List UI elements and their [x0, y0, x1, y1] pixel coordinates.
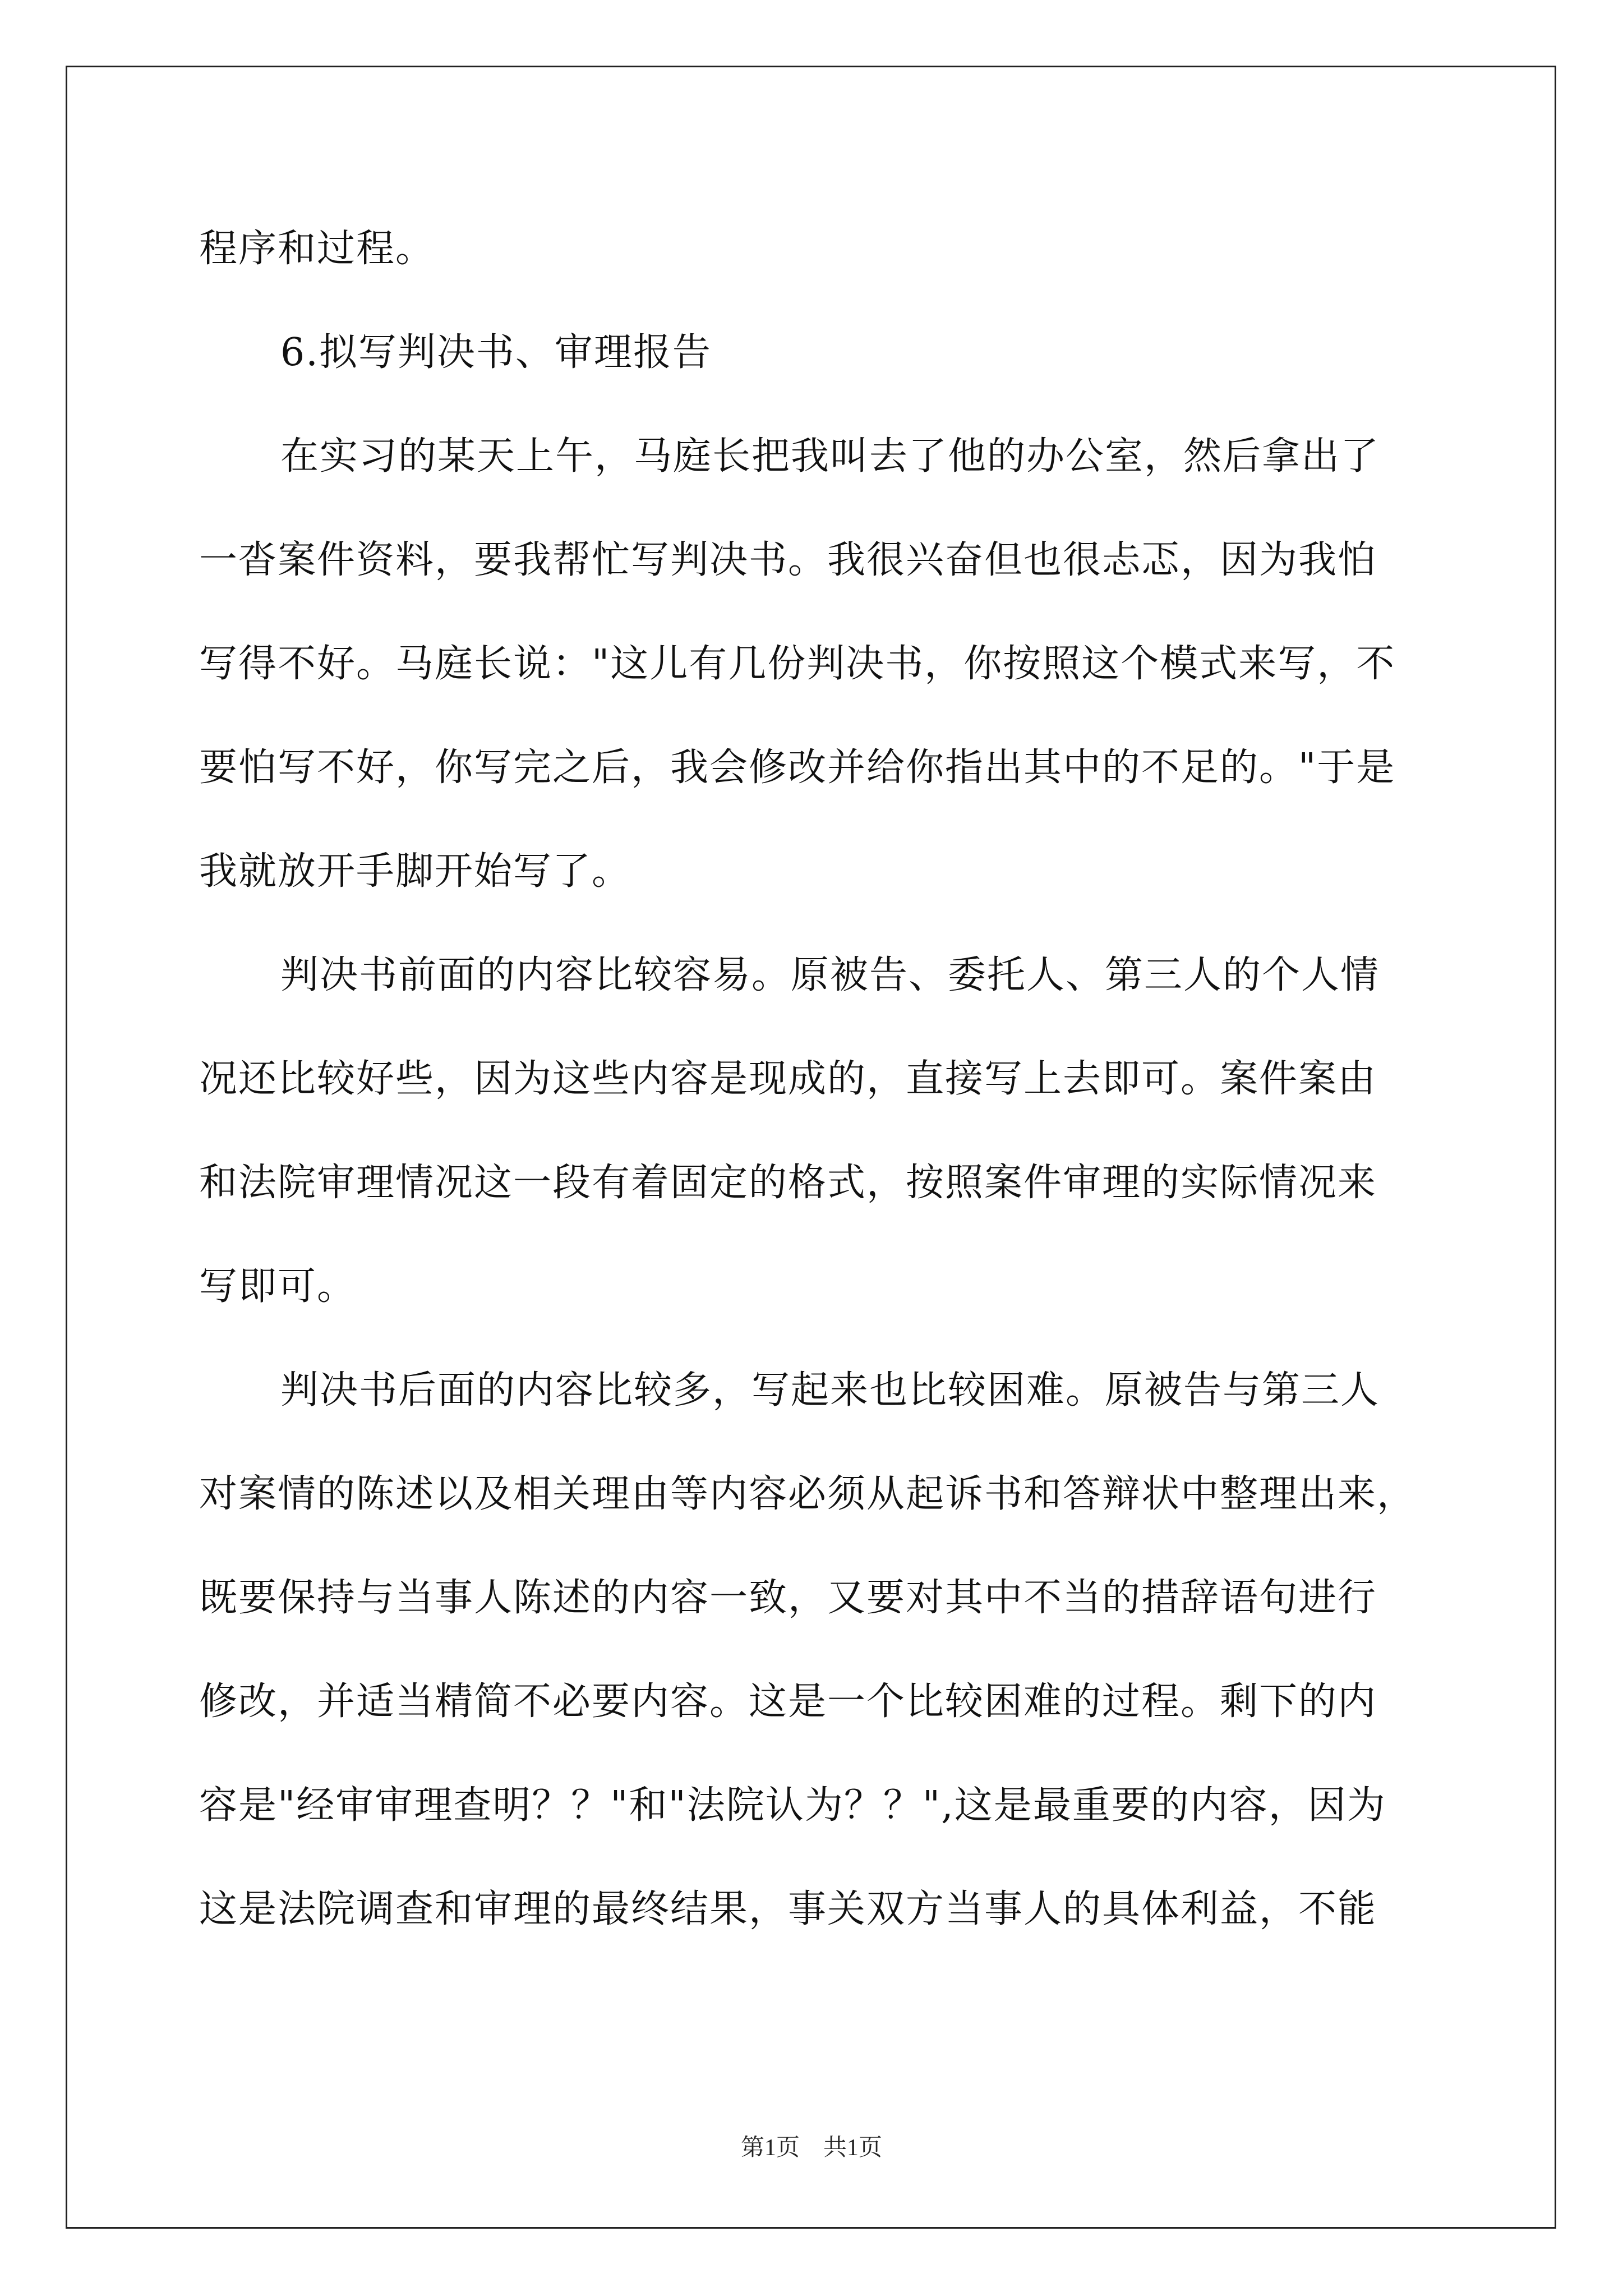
text-line: 写得不好。马庭长说："这儿有几份判决书，你按照这个模式来写，不: [199, 642, 1396, 686]
text-line: 修改，并适当精简不必要内容。这是一个比较困难的过程。剩下的内: [199, 1680, 1377, 1724]
text-line: 这是法院调查和审理的最终结果，事关双方当事人的具体利益，不能: [199, 1887, 1377, 1931]
text-line: 容是"经审审理查明？？"和"法院认为？？",这是最重要的内容，因为: [199, 1783, 1386, 1828]
text-line: 我就放开手脚开始写了。: [199, 849, 631, 894]
text-line: 判决书前面的内容比较容易。原被告、委托人、第三人的个人情: [280, 953, 1380, 997]
page-footer: 第1页 共1页: [740, 2135, 882, 2161]
text-line: 既要保持与当事人陈述的内容一致，又要对其中不当的措辞语句进行: [199, 1576, 1377, 1620]
text-line: 写即可。: [199, 1264, 357, 1309]
section-heading: 6.拟写判决书、审理报告: [280, 330, 712, 375]
text-line: 和法院审理情况这一段有着固定的格式，按照案件审理的实际情况来: [199, 1161, 1377, 1205]
text-line: 程序和过程。: [199, 227, 435, 271]
text-line: 在实习的某天上午，马庭长把我叫去了他的办公室，然后拿出了: [280, 434, 1380, 478]
text-line: 判决书后面的内容比较多，写起来也比较困难。原被告与第三人: [280, 1368, 1380, 1412]
text-line: 要怕写不好，你写完之后，我会修改并给你指出其中的不足的。"于是: [199, 746, 1396, 790]
text-line: 况还比较好些，因为这些内容是现成的，直接写上去即可。案件案由: [199, 1057, 1377, 1101]
text-line: 一沓案件资料，要我帮忙写判决书。我很兴奋但也很忐忑，因为我怕: [199, 538, 1377, 582]
text-line: 对案情的陈述以及相关理由等内容必须从起诉书和答辩状中整理出来，: [199, 1472, 1417, 1516]
